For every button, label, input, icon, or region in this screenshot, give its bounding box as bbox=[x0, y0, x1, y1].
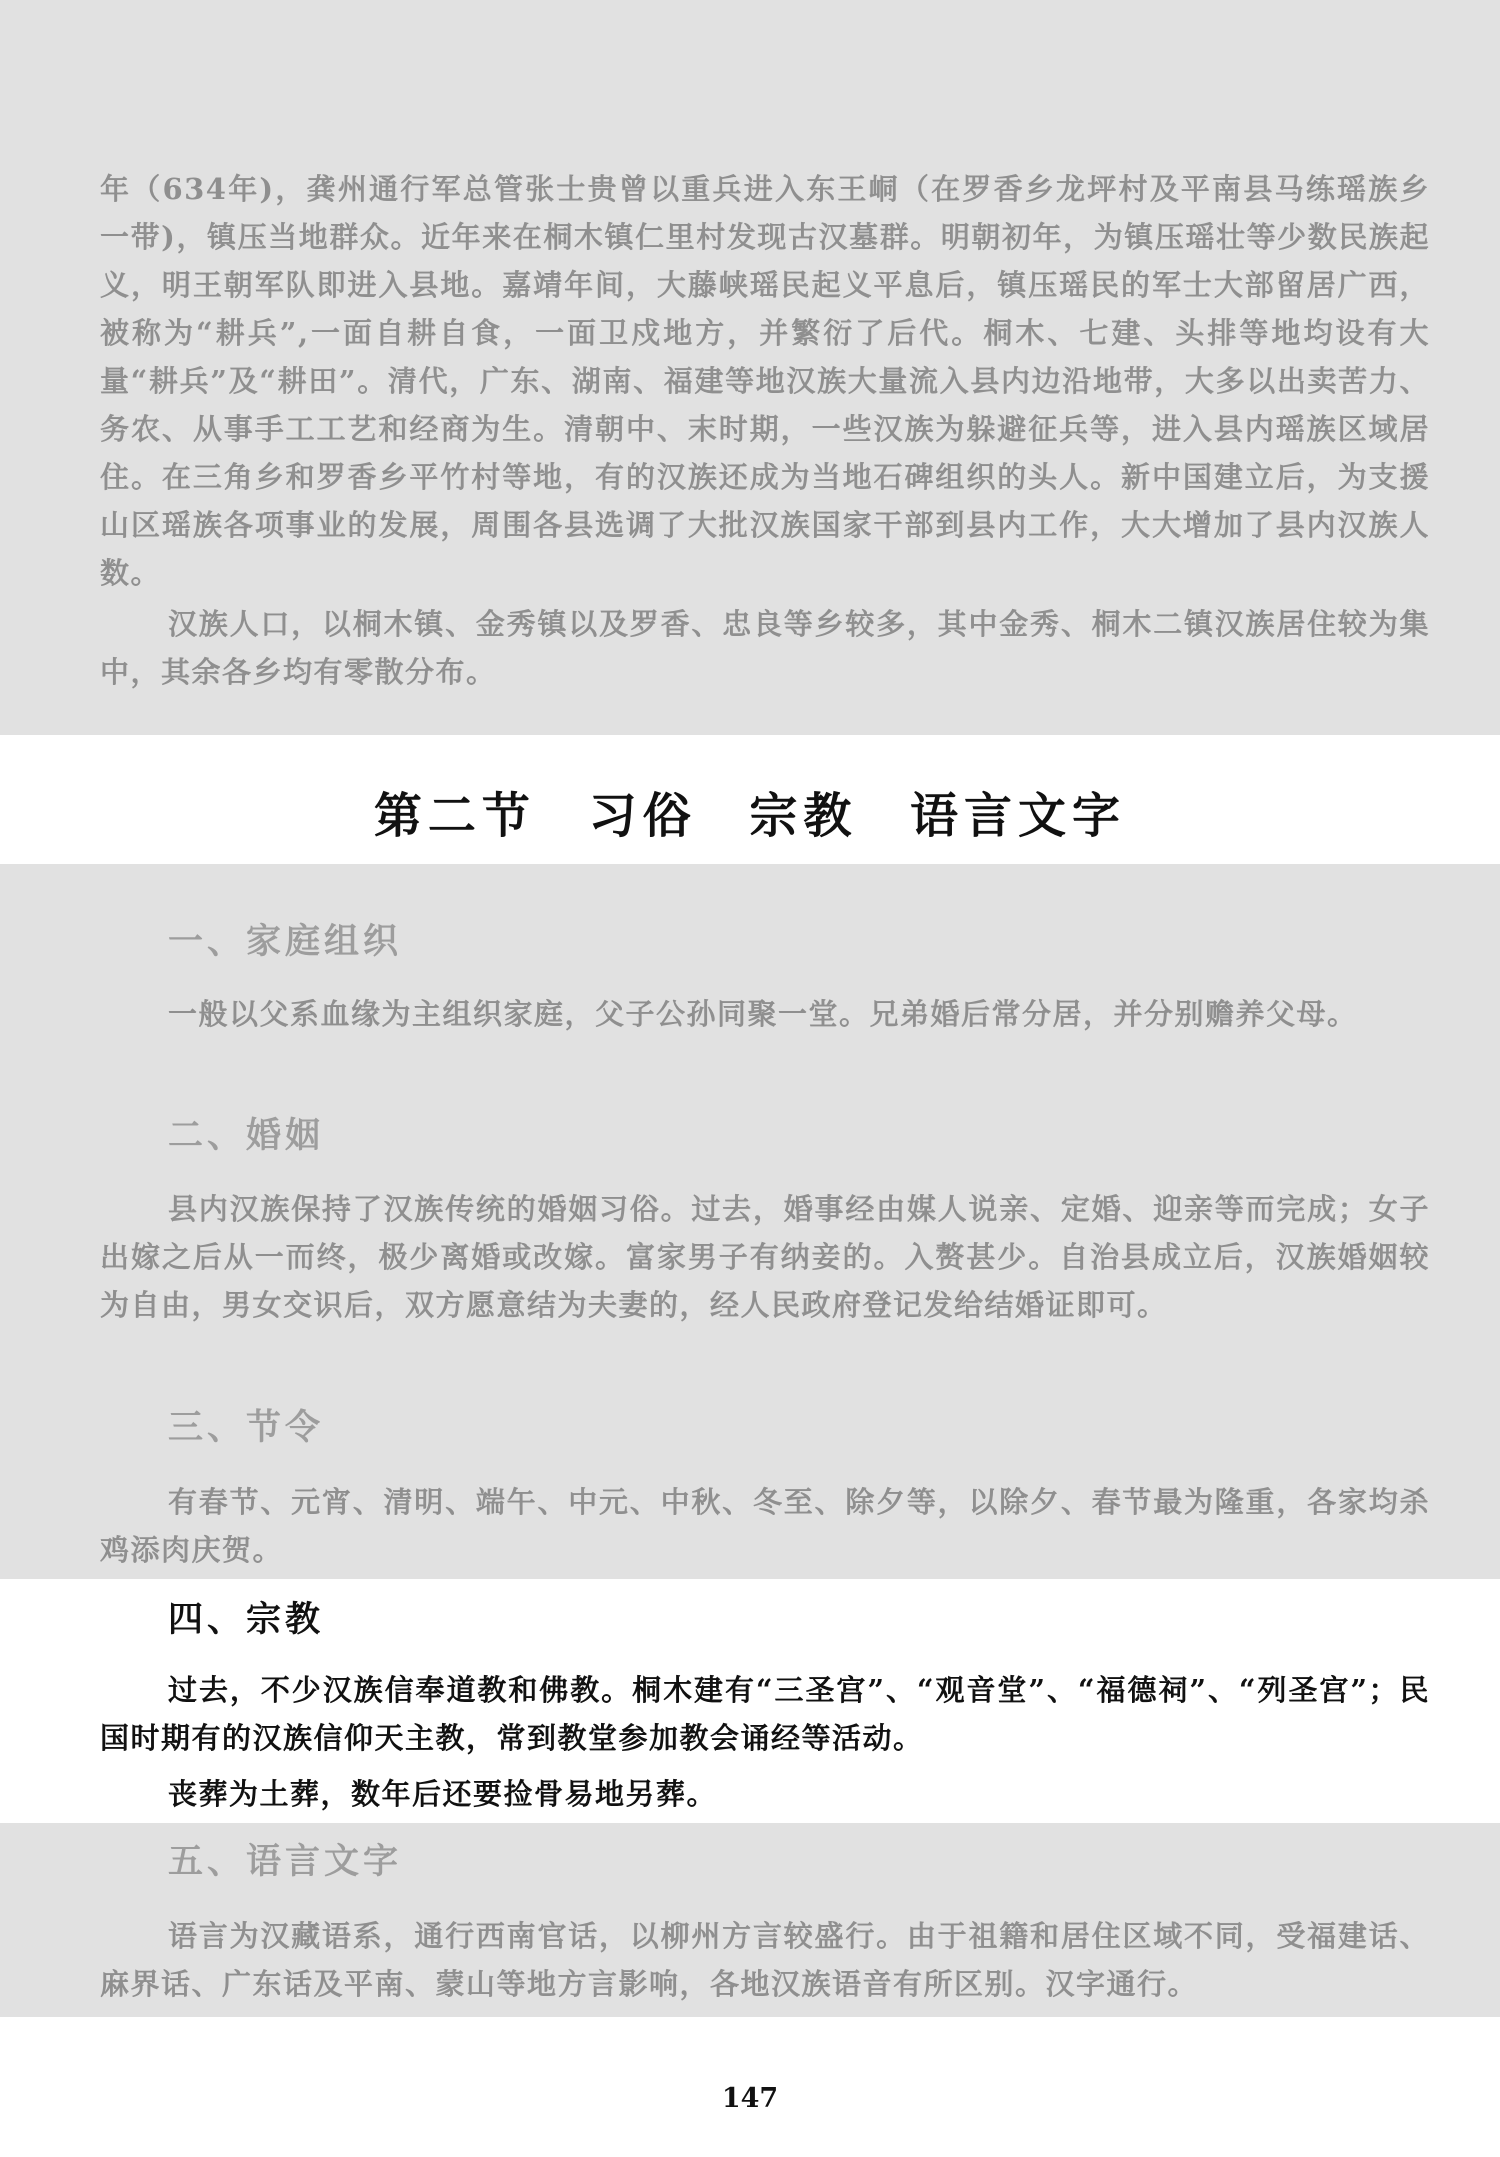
section-title: 第二节 习俗 宗教 语言文字 bbox=[373, 788, 1127, 844]
paragraph-marriage: 县内汉族保持了汉族传统的婚姻习俗。过去，婚事经由媒人说亲、定婚、迎亲等而完成；女子出嫁之后从一而终，极少离婚或改嫁。富家男子有纳妾的。入赘甚少。自治县成立后，汉族婚姻较为自由，男女交识后，双方愿意结为夫妻的，经人民政府登记发给结婚证即可。 bbox=[100, 1192, 1430, 1322]
paragraph-festivals: 有春节、元宵、清明、端午、中元、中秋、冬至、除夕等，以除夕、春节最为隆重，各家均杀鸡添肉庆贺。 bbox=[100, 1485, 1430, 1567]
paragraph-religion-1: 过去，不少汉族信奉道教和佛教。桐木建有“三圣宫”、“观音堂”、“福德祠”、“列圣宫”；民国时期有的汉族信仰天主教，常到教堂参加教会诵经等活动。 bbox=[100, 1673, 1430, 1755]
heading-language: 五、语言文字 bbox=[168, 1841, 403, 1882]
heading-marriage: 二、婚姻 bbox=[168, 1115, 325, 1156]
paragraph-family: 一般以父系血缘为主组织家庭，父子公孙同聚一堂。兄弟婚后常分居，并分别赡养父母。 bbox=[168, 997, 1358, 1031]
intro-paragraph-2: 汉族人口，以桐木镇、金秀镇以及罗香、忠良等乡较多，其中金秀、桐木二镇汉族居住较为集中，其余各乡均有零散分布。 bbox=[100, 607, 1430, 689]
paragraph-religion-2: 丧葬为土葬，数年后还要捡骨易地另葬。 bbox=[168, 1777, 718, 1811]
intro-paragraph-1: 年（634年)，龚州通行军总管张士贵曾以重兵进入东王峒（在罗香乡龙坪村及平南县马练瑶族乡一带)，镇压当地群众。近年来在桐木镇仁里村发现古汉墓群。明朝初年，为镇压瑶壮等少数民族起义，明王朝军队即进入县地。嘉靖年间，大藤峡瑶民起义平息后，镇压瑶民的军士大部留居广西，被称为“耕兵”,一面自耕自食，一面卫戍地方，并繁衍了后代。桐木、七建、头排等地均设有大量“耕兵”及“耕田”。清代，广东、湖南、福建等地汉族大量流入县内边沿地带，大多以出卖苦力、务农、从事手工工艺和经商为生。清朝中、末时期，一些汉族为躲避征兵等，进入县内瑶族区域居住。在三角乡和罗香乡平竹村等地，有的汉族还成为当地石碑组织的头人。新中国建立后，为支援山区瑶族各项事业的发展，周围各县选调了大批汉族国家干部到县内工作，大大增加了县内汉族人数。 bbox=[100, 172, 1430, 590]
page-number: 147 bbox=[721, 2083, 779, 2114]
heading-festivals: 三、节令 bbox=[168, 1407, 325, 1448]
paragraph-language: 语言为汉藏语系，通行西南官话，以柳州方言较盛行。由于祖籍和居住区域不同，受福建话、麻界话、广东话及平南、蒙山等地方言影响，各地汉族语音有所区别。汉字通行。 bbox=[100, 1919, 1430, 2001]
heading-religion: 四、宗教 bbox=[168, 1599, 325, 1640]
heading-family: 一、家庭组织 bbox=[168, 921, 403, 962]
